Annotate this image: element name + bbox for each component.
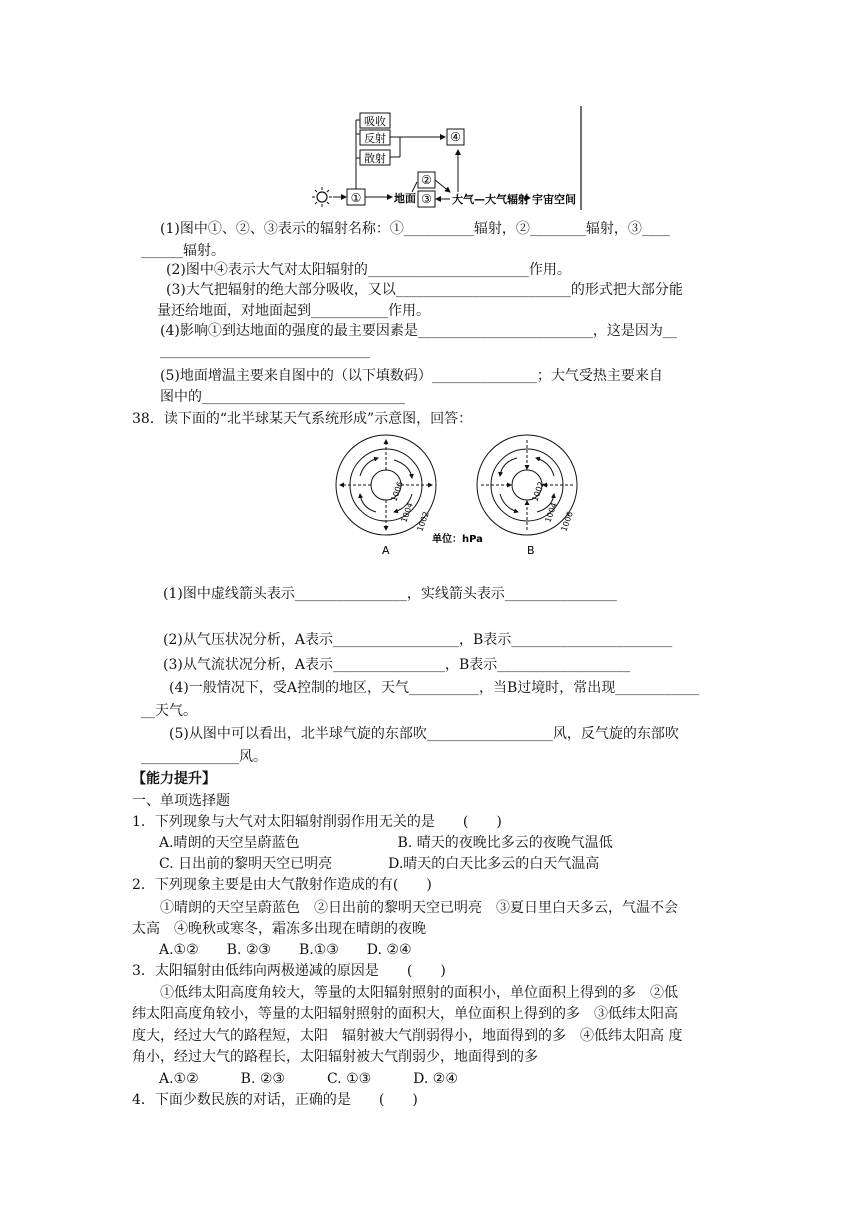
q37-line-5: 量还给地面，对地面起到___________作用。 — [157, 303, 430, 319]
diagram-label-4: ④ — [450, 130, 461, 144]
q38-line-1: (1)图中虚线箭头表示________________，实线箭头表示________________ — [163, 586, 617, 602]
section-subtitle: 一、单项选择题 — [132, 793, 230, 809]
mcq-2-line-1: ①晴朗的天空呈蔚蓝色 ②日出前的黎明天空已明亮 ③夏日里白天多云，气温不会 — [160, 900, 678, 916]
system-a-isobar-2: 1004 — [399, 501, 415, 524]
q37-line-7: ______________________________ — [160, 343, 370, 359]
q38-line-6: (5)从图中可以看出，北半球气旋的东部吹__________________风，反气旋的东部吹 — [169, 726, 679, 742]
system-b — [477, 435, 577, 535]
system-a-isobar-1: 1006 — [389, 480, 405, 503]
mcq-3-line-1: ①低纬太阳高度角较大，等量的太阳辐射照射的面积小，单位面积上得到的多 ②低 — [160, 985, 678, 1001]
section-title: 【能力提升】 — [132, 771, 216, 787]
mcq-3-options: A.①② B. ②③ C. ①③ D. ②④ — [159, 1071, 458, 1087]
diagram-label-absorb: 吸收 — [364, 115, 386, 128]
mcq-3-question: 3．太阳辐射由低纬向两极递减的原因是 ( ) — [132, 963, 446, 979]
mcq-1-question: 1．下列现象与大气对太阳辐射削弱作用无关的是 ( ) — [132, 814, 502, 830]
diagram-label-ground: 地面 — [394, 192, 416, 205]
mcq-3-line-2: 纬太阳高度角较小，等量的太阳辐射照射的面积大，单位面积上得到的多 ③低纬太阳高 — [132, 1006, 678, 1022]
mcq-2-options: A.①② B. ②③ B.①③ D. ②④ — [159, 942, 412, 958]
diagram-label-atmos: 大气—大气辐射 — [452, 193, 529, 206]
diagram-label-1: ① — [350, 191, 362, 205]
system-a — [336, 435, 436, 535]
q37-line-4: (3)大气把辐射的绝大部分吸收，又以_________________________的形式把大部分能 — [166, 282, 683, 298]
mcq-1-options-ab: A.晴朗的天空呈蔚蓝色 B. 晴天的夜晚比多云的夜晚气温低 — [159, 835, 613, 851]
mcq-2-line-2: 太高 ④晚秋或寒冬，霜冻多出现在晴朗的夜晚 — [132, 921, 426, 937]
system-a-isobar-3: 1002 — [415, 510, 431, 533]
diagram-label-reflect: 反射 — [364, 132, 386, 145]
sun-icon — [312, 187, 332, 207]
q38-line-2: (2)从气压状况分析，A表示__________________，B表示_______________________ — [163, 632, 673, 648]
diagram-label-2: ② — [421, 173, 432, 187]
mcq-3-line-4: 角小，经过大气的路程长，太阳辐射被大气削弱少，地面得到的多 — [132, 1049, 538, 1065]
diagram-label-scatter: 散射 — [364, 152, 386, 165]
system-a-label: A — [382, 544, 390, 557]
q38-line-7: ______________风。 — [141, 749, 267, 765]
q37-line-2: ______辐射。 — [141, 243, 225, 259]
system-b-label: B — [527, 544, 535, 557]
q38-line-5: __天气。 — [141, 703, 197, 719]
weather-system-diagram — [330, 430, 600, 560]
q37-line-1: (1)图中①、②、③表示的辐射名称：①__________辐射，②________辐射，③____ — [160, 221, 670, 237]
q37-line-3: (2)图中④表示大气对太阳辐射的_______________________作用。 — [166, 262, 571, 278]
mcq-1-options-cd: C. 日出前的黎明天空已明亮 D.晴天的白天比多云的白天气温高 — [159, 856, 600, 872]
q38-line-4: (4)一般情况下，受A控制的地区，天气__________，当B过境时，常出现____________ — [169, 680, 700, 696]
system-b-isobar-1: 1002 — [530, 480, 546, 503]
mcq-2-question: 2．下列现象主要是由大气散射作造成的有( ) — [132, 877, 432, 893]
mcq-4-question: 4．下面少数民族的对话，正确的是 ( ) — [132, 1092, 418, 1108]
system-b-isobar-2: 1004 — [543, 501, 559, 524]
radiation-diagram — [300, 104, 590, 214]
diagram-unit: 单位：hPa — [432, 534, 483, 545]
q38-title: 38．读下面的“北半球某天气系统形成”示意图，回答： — [132, 411, 473, 427]
q38-line-3: (3)从气流状况分析，A表示________________，B表示___________________ — [163, 657, 631, 673]
mcq-3-line-3: 度大，经过大气的路程短，太阳 辐射被大气削弱得小，地面得到的多 ④低纬太阳高 度 — [132, 1028, 683, 1044]
q37-line-8: (5)地面增温主要来自图中的（以下填数码）_______________；大气受热主要来自 — [160, 368, 663, 384]
q37-line-6: (4)影响①到达地面的强度的最主要因素是_________________________，这是因为__ — [160, 323, 677, 339]
q37-line-9: 图中的_____________________________ — [160, 389, 405, 405]
system-b-isobar-3: 1006 — [559, 510, 575, 533]
diagram-label-3: ③ — [421, 192, 432, 206]
diagram-label-space: 宇宙空间 — [532, 193, 576, 206]
